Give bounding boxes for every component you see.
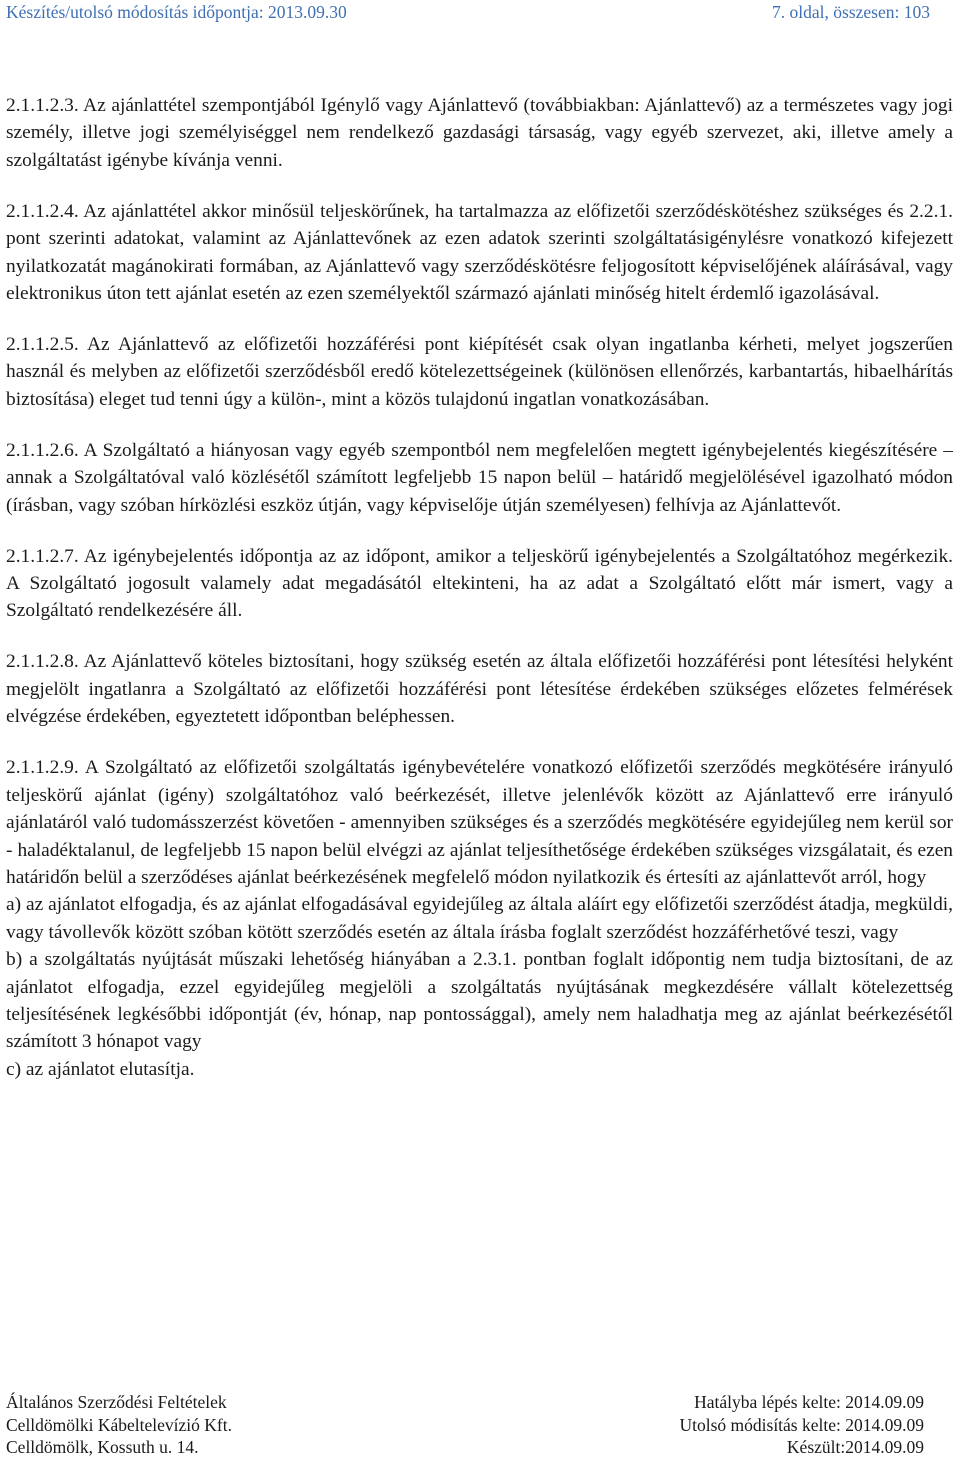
paragraph-2-1-1-2-6: 2.1.1.2.6. A Szolgáltató a hiányosan vagy egyéb szempontból nem megfelelően megtett igénybejelentés kiegészítésére – annak a Szolgáltatóval való közlésétől számított legfeljebb 15 napon belül – határidő megjelölésével igazolható módon (írásban, vagy szóban hírközlési eszköz útján, vagy képviselője útján személyesen) felhívja az Ajánlattevőt. — [6, 439, 953, 516]
footer-row — [6, 1436, 924, 1459]
paragraph-2-1-1-2-4: 2.1.1.2.4. Az ajánlattétel akkor minősül teljeskörűnek, ha tartalmazza az előfizetői szerződéskötéshez szükséges és 2.2.1. pont szerinti adatokat, valamint az Ajánlattevőnek az ezen adatok szerinti szolgáltatásigénylésre vonatkozó kifejezett nyilatkozatát magánokirati formában, az Ajánlattevő vagy szerződéskötésre feljogosított képviselőjének aláírásával, vagy elektronikus úton tett ajánlat esetén az ezen személyektől származó ajánlati minőség hitelt érdemlő igazolásával. — [6, 200, 953, 305]
paragraph-2-1-1-2-9 — [6, 754, 953, 1083]
list-item-a: a) az ajánlatot elfogadja, és az ajánlat elfogadásával egyidejűleg az általa aláírt egy előfizetői szerződést átadja, megküldi, vagy távollevők között szóban kötött szerződés esetén az általa írásba foglalt szerződést hozzáférhetővé teszi, vagy — [6, 894, 953, 943]
page-header — [6, 2, 930, 24]
paragraph-2-1-1-2-9-intro: 2.1.1.2.9. A Szolgáltató az előfizetői szolgáltatás igénybevételére vonatkozó előfizetői szerződés megkötésére irányuló teljeskörű ajánlat (igény) szolgáltatóhoz való beérkezését, illetve jelenlévők között az Ajánlattevő erre irányuló ajánlatáról való tudomásszerzést követően - amennyiben szükséges és a szerződés megkötésére egyidejűleg nem kerül sor - haladéktalanul, de legfeljebb 15 napon belül elvégzi az ajánlat teljesíthetősége érdekében szükséges vizsgálatait, és ezen határidőn belül a szerződéses ajánlat beérkezésének megfelelő módon nyilatkozik és értesíti az ajánlattevőt arról, hogy — [6, 757, 953, 888]
effective-date: Hatályba lépés kelte: 2014.09.09 — [694, 1392, 924, 1412]
last-modified-date: Utolsó módisítás kelte: 2014.09.09 — [679, 1414, 924, 1435]
document-body — [6, 92, 953, 1083]
document-title: Általános Szerződési Feltételek — [6, 1392, 227, 1412]
footer-row — [6, 1414, 924, 1437]
footer-row — [6, 1391, 924, 1414]
list-item-c: c) az ajánlatot elutasítja. — [6, 1058, 195, 1080]
list-item-b: b) a szolgáltatás nyújtását műszaki lehetőség hiányában a 2.3.1. pontban foglalt időpontig nem tudja biztosítani, de az ajánlatot elfogadja, ezzel egyidejűleg megjelöli a szolgáltatás nyújtásának megkezdésére vállalt kötelezettség teljesítésének legkésőbbi időpontját (év, hónap, nap pontossággal), amely nem haladhatja meg az ajánlat beérkezésétől számított 3 hónapot vagy — [6, 949, 953, 1053]
modification-date: Készítés/utolsó módosítás időpontja: 2013.09.30 — [6, 2, 347, 22]
company-name: Celldömölki Kábeltelevízió Kft. — [6, 1414, 232, 1435]
paragraph-2-1-1-2-5: 2.1.1.2.5. Az Ajánlattevő az előfizetői hozzáférési pont kiépítését csak olyan ingatlanba kérheti, melyet jogszerűen használ és melyben az előfizetői szerződésből eredő kötelezettségeinek (különösen ellenőrzés, karbantartás, hibaelhárítás biztosítása) eleget tud tenni úgy a külön-, mint a közös tulajdonú ingatlan vonatkozásában. — [6, 334, 953, 410]
page-counter: 7. oldal, összesen: 103 — [772, 2, 930, 22]
company-address: Celldömölk, Kossuth u. 14. — [6, 1437, 199, 1457]
page-footer — [6, 1391, 924, 1459]
paragraph-2-1-1-2-8: 2.1.1.2.8. Az Ajánlattevő köteles biztosítani, hogy szükség esetén az általa előfizetői hozzáférési pont létesítési helyként megjelölt ingatlanra a Szolgáltató az előfizetői hozzáférési pont létesítése érdekében szükséges előzetes felmérések elvégzése érdekében, egyeztetett időpontban beléphessen. — [6, 651, 953, 728]
paragraph-2-1-1-2-7: 2.1.1.2.7. Az igénybejelentés időpontja az az időpont, amikor a teljeskörű igénybejelentés a Szolgáltatóhoz megérkezik. A Szolgáltató jogosult valamely adat megadásától eltekinteni, ha az adat a Szolgáltató előtt már ismert, vagy a Szolgáltató rendelkezésére áll. — [6, 545, 953, 622]
created-date: Készült:2014.09.09 — [786, 1437, 924, 1457]
paragraph-2-1-1-2-3: 2.1.1.2.3. Az ajánlattétel szempontjából Igénylő vagy Ajánlattevő (továbbiakban: Ajánlattevő) az a természetes vagy jogi személy, illetve jogi személyiséggel nem rendelkező gazdasági társaság, vagy egyéb szervezet, aki, illetve amely a szolgáltatást igénybe kívánja venni. — [6, 95, 953, 171]
